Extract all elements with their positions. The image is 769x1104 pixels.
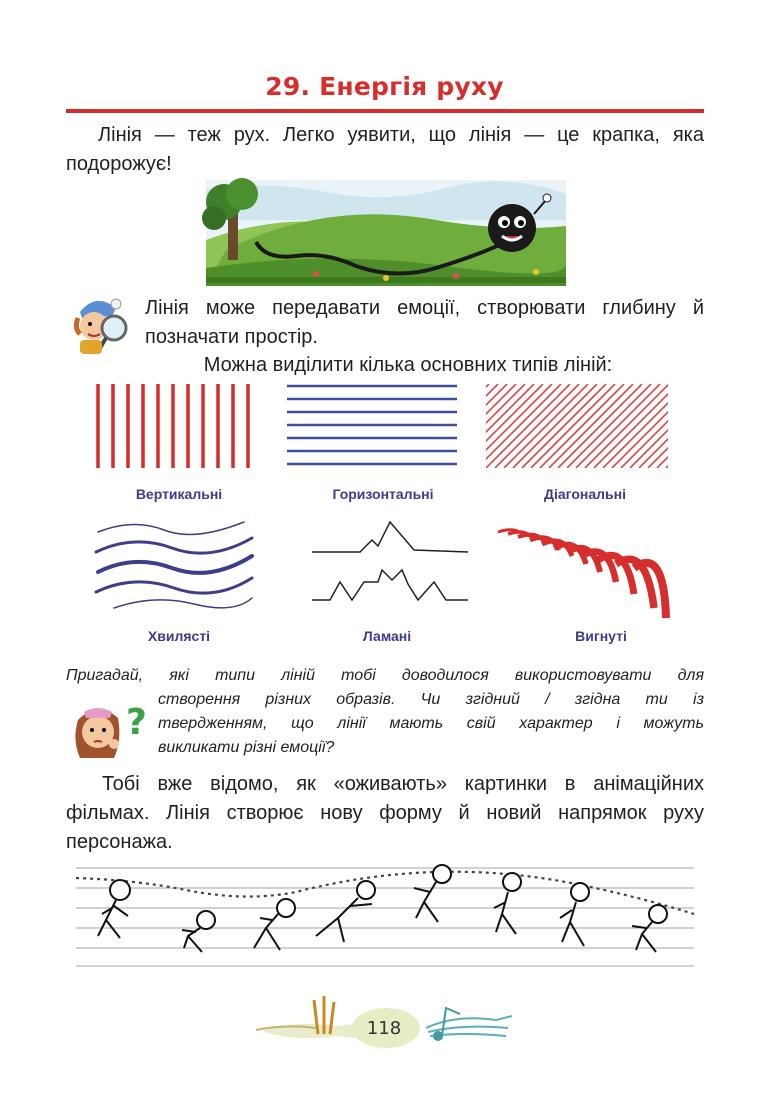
caption-vertical: Вертикальні [135,486,223,502]
horizontal-lines-sample [287,384,457,466]
question-line-4: викликати різні емоції? [158,739,335,756]
landscape-illustration [206,180,566,286]
emotion-paragraph [145,294,704,352]
emotion-line-2: позначати простір. [145,326,318,348]
boy-magnifier-icon [66,294,132,358]
animation-line-2: фільмах. Лінія створює нову форму й новий напрямок руху [66,802,704,824]
intro-paragraph: Лінія — теж рух. Легко уявити, що лінія — це крапка, яка подорожує! [66,124,704,175]
caption-broken: Ламані [362,628,412,644]
curved-lines-sample [496,526,668,620]
caption-diagonal: Діагональні [544,486,626,502]
broken-lines-sample [312,518,470,606]
emotion-line-1: Лінія може передавати емоції, створювати глибину й [145,297,704,319]
diagonal-lines-sample [486,384,668,468]
wavy-lines-sample [94,518,254,610]
thinking-girl-icon [70,700,152,768]
caption-wavy: Хвилясті [147,628,211,644]
page-title: 29. Енергія руху [265,72,504,101]
question-line-2: створення різних образів. Чи згідний / згідна ти із [158,691,704,708]
page-number: 118 [366,1018,402,1039]
title-divider [66,109,704,113]
vertical-lines-sample [92,384,252,468]
question-line-1: Пригадай, які типи ліній тобі доводилося використовувати для [66,667,704,684]
animation-line-3: персонажа. [66,831,173,853]
caption-horizontal: Горизонтальні [332,486,434,502]
svg-text:?: ? [126,702,147,743]
caption-curved: Вигнуті [575,628,627,644]
types-intro: Можна виділити кілька основних типів ліній: [203,354,613,376]
animation-line-1: Тобі вже відомо, як «оживають» картинки в анімаційних [102,773,704,795]
animation-paragraph [66,770,704,857]
animation-sequence-illustration [76,862,694,968]
question-line-3: твердженням, що лінії мають свій характер і можуть [158,715,704,732]
